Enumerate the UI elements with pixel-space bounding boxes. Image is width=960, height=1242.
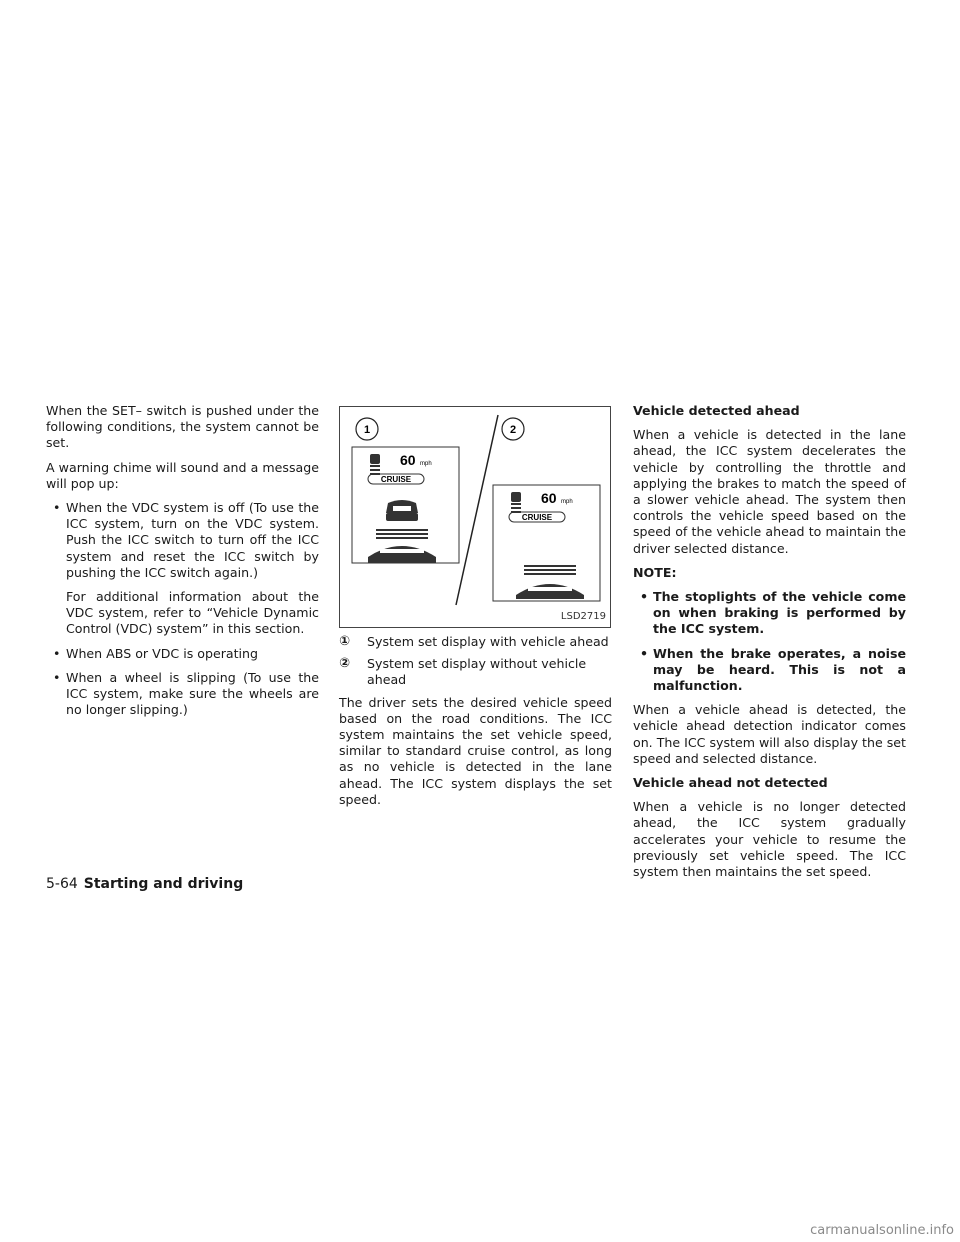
figure-label-2: 2 [509, 424, 517, 436]
section-title: Starting and driving [83, 876, 244, 892]
page-number: 5-64 [46, 876, 78, 892]
caption-number: ① [339, 634, 351, 649]
figure-caption-2 [339, 656, 612, 688]
cruise-label: CRUISE [521, 513, 553, 522]
cruise-label: CRUISE [380, 475, 412, 484]
list-item [46, 670, 319, 719]
set-speed-value: 60 [541, 490, 557, 506]
icc-display-figure [339, 406, 611, 628]
bullet-icon: • [53, 669, 61, 685]
list-item-text: When ABS or VDC is operating [66, 645, 259, 661]
note-item [633, 646, 906, 695]
caption-text: System set display without vehicle ahead [367, 656, 587, 688]
list-item-text: When the VDC system is off (To use the ICC system, turn on the VDC system. Push the ICC switch to turn off the ICC system and reset the ICC switch by pushing the ICC switch again.) [66, 500, 319, 580]
section-heading: Vehicle detected ahead [633, 403, 800, 418]
note-item-text: When the brake operates, a noise may be heard. This is not a malfunction. [653, 645, 906, 694]
figure-code: LSD2719 [560, 610, 606, 622]
list-item-subtext: For additional information about the VDC system, refer to “Vehicle Dynamic Control (VDC) system” in this section. [66, 589, 319, 637]
paragraph: A warning chime will sound and a message will pop up: [46, 459, 319, 491]
speed-unit: mph [561, 499, 573, 505]
watermark: carmanualsonline.info [810, 1223, 954, 1238]
text-column-1 [46, 403, 319, 726]
bullet-icon: • [640, 645, 649, 661]
list-item [46, 500, 319, 581]
bullet-icon: • [53, 500, 61, 516]
note-item [633, 589, 906, 638]
speed-unit: mph [420, 461, 432, 467]
paragraph: When a vehicle ahead is detected, the vehicle ahead detection indicator comes on. The ICC system will also display the set speed and selected distance. [633, 702, 906, 766]
text-column-2 [339, 406, 612, 816]
text-column-3 [633, 403, 906, 888]
paragraph: The driver sets the desired vehicle speed based on the road conditions. The ICC system maintains the set vehicle speed, similar to standard cruise control, as long as no vehicle is detected in the lane ahead. The ICC system displays the set speed. [339, 694, 612, 807]
paragraph: When a vehicle is no longer detected ahead, the ICC system gradually accelerates your vehicle to resume the previously set vehicle speed. The ICC system then maintains the set speed. [633, 799, 906, 880]
figure-illustration [340, 407, 610, 627]
page-footer [46, 876, 243, 892]
caption-number: ② [339, 656, 351, 672]
list-item [46, 646, 319, 662]
figure-label-1: 1 [363, 424, 371, 436]
list-item-text: When a wheel is slipping (To use the ICC system, make sure the wheels are no longer slipping.) [66, 669, 319, 718]
bullet-icon: • [640, 589, 649, 605]
set-speed-value: 60 [400, 452, 416, 468]
paragraph: When a vehicle is detected in the lane ahead, the ICC system decelerates the vehicle by controlling the throttle and applying the brakes to match the speed of a slower vehicle ahead. The system then controls the vehicle speed based on the speed of the vehicle ahead to maintain the driver selected distance. [633, 427, 906, 556]
note-heading: NOTE: [633, 564, 677, 580]
figure-caption-1 [339, 634, 612, 650]
caption-text: System set display with vehicle ahead [367, 634, 609, 649]
note-item-text: The stoplights of the vehicle come on when braking is performed by the ICC system. [653, 589, 906, 637]
paragraph: When the SET– switch is pushed under the following conditions, the system cannot be set. [46, 403, 319, 451]
bullet-icon: • [53, 645, 61, 661]
section-heading: Vehicle ahead not detected [633, 775, 828, 791]
